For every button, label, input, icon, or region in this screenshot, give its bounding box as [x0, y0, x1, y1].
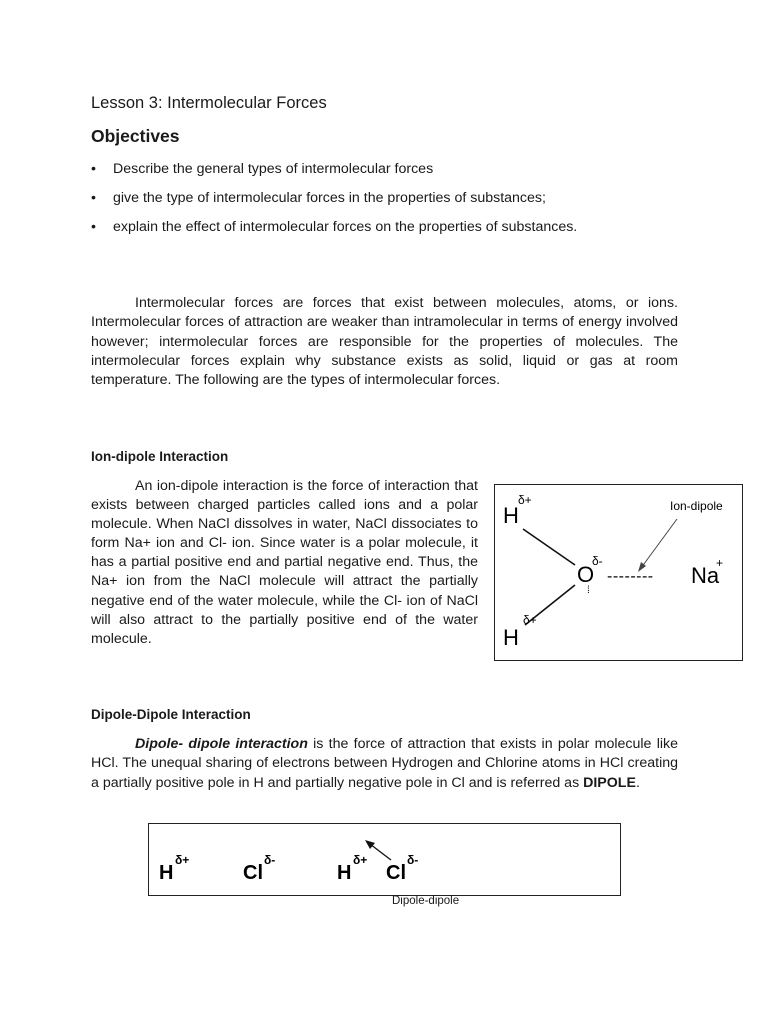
h-partial-charge-1: δ+	[175, 853, 190, 867]
objective-text: Describe the general types of intermolecular forces	[113, 161, 434, 177]
oxygen-partial-charge: δ-	[592, 554, 603, 568]
h-partial-charge-2: δ+	[353, 853, 368, 867]
cl-symbol-1: Cl	[243, 862, 263, 884]
objective-text: explain the effect of intermolecular forces on the properties of substances.	[113, 219, 578, 235]
dipole-dipole-figure	[148, 823, 621, 896]
label-arrow-line	[641, 519, 677, 568]
objective-item-3	[91, 217, 617, 237]
bullet: •	[91, 219, 96, 235]
hydrogen-top-partial-charge: δ+	[518, 493, 532, 507]
dipole-arrow-line	[370, 844, 391, 860]
ion-dipole-dashes: --------	[607, 568, 654, 585]
h-symbol-1: H	[159, 862, 174, 884]
bullet: •	[91, 190, 96, 206]
ion-dipole-heading: Ion-dipole Interaction	[91, 449, 229, 464]
cl-symbol-2: Cl	[386, 862, 406, 884]
cl-partial-charge-2: δ-	[407, 853, 419, 867]
objective-text: give the type of intermolecular forces in the properties of substances;	[113, 190, 546, 206]
sodium-charge: +	[716, 556, 724, 570]
ion-dipole-paragraph: An ion-dipole interaction is the force of interaction that exists between charged particles called ions and a polar molecule. When NaCl dissolves in water, NaCl dissociates to form Na+ ion and Cl- ion. Since water is a polar molecule, it has a partial positive end and partial negative end. Thus, the Na+ ion from the NaCl molecule will attract the partially negative end of the water molecule, while the Cl- ion of NaCl will also attract to the partially positive end of the water molecule.	[91, 478, 478, 647]
ion-dipole-diagram	[495, 485, 742, 660]
dipole-dipole-paragraph-body: is the force of attraction that exists in polar molecule like HCl. The unequal sharing of electrons between Hydrogen and Chlorine atoms in HCl creating a partially positive pole in H and partially negative pole in Cl and is referred as	[91, 736, 678, 791]
oxygen-symbol: O	[577, 562, 595, 587]
bond-line-top	[523, 529, 575, 565]
dipole-dipole-diagram	[149, 824, 620, 895]
dipole-paragraph-end: .	[635, 774, 640, 791]
dipole-dipole-italic-term: Dipole- dipole interaction	[135, 736, 308, 752]
objective-item-2	[91, 188, 617, 208]
bullet: •	[91, 161, 96, 177]
hydrogen-bottom-partial-charge: δ+	[523, 613, 537, 627]
dipole-arrow-head	[365, 840, 375, 849]
ion-dipole-figure	[494, 484, 743, 661]
hydrogen-bottom-symbol: H	[503, 625, 519, 650]
objectives-heading: Objectives	[91, 126, 180, 146]
objective-item-1	[91, 159, 617, 179]
dipole-dipole-heading: Dipole-Dipole Interaction	[91, 707, 251, 722]
intro-paragraph: Intermolecular forces are forces that exist between molecules, atoms, or ions. Intermolecular forces of attraction are weaker than intramolecular in terms of energy involved however; intermolecular forces are responsible for the properties of molecules. The intermolecular forces explain why substance exists as solid, liquid or gas at room temperature. The following are the types of intermolecular forces.	[91, 295, 678, 389]
dipole-bold-term: DIPOLE	[583, 774, 636, 791]
lesson-title: Lesson 3: Intermolecular Forces	[91, 94, 327, 112]
ion-dipole-label: Ion-dipole	[670, 499, 723, 513]
dipole-dipole-caption: Dipole-dipole	[392, 895, 460, 907]
oxygen-lone-pair: ⁞	[587, 585, 590, 596]
h-symbol-2: H	[337, 862, 352, 884]
dipole-dipole-paragraph	[91, 735, 678, 793]
hydrogen-top-symbol: H	[503, 503, 519, 528]
cl-partial-charge-1: δ-	[264, 853, 276, 867]
sodium-symbol: Na	[691, 563, 720, 588]
